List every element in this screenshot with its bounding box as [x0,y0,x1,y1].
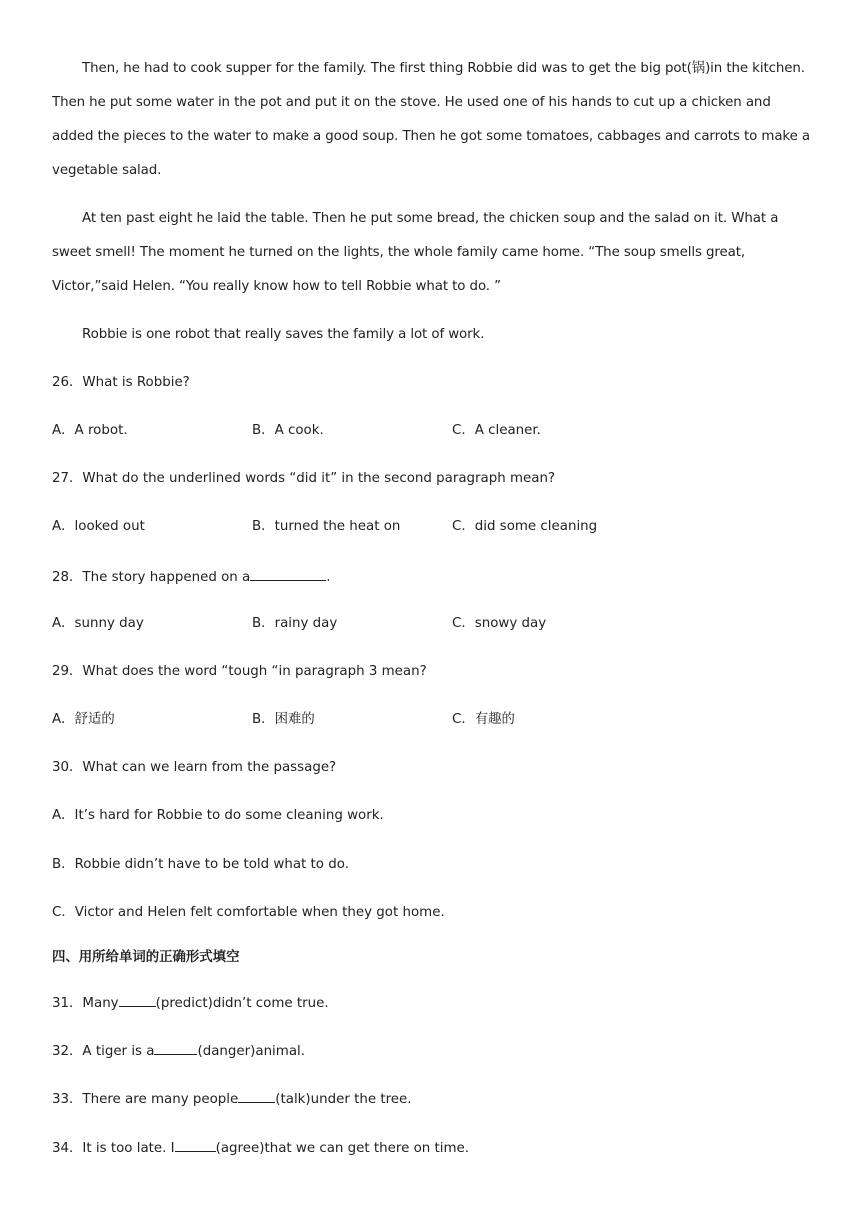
passage-paragraph-3: Robbie is one robot that really saves the family a lot of work. [82,327,485,342]
question-31-after: (predict)didn’t come true. [155,996,329,1011]
question-30-option-c: C．Victor and Helen felt comfortable when they got home. [52,905,445,920]
question-32-before: 32．A tiger is a [52,1044,155,1059]
question-26-option-a: A．A robot. [52,423,128,438]
question-33-before: 33．There are many people [52,1092,239,1107]
question-30-option-a: A．It’s hard for Robbie to do some cleaning work. [52,808,384,823]
question-28-option-c: C．snowy day [452,616,547,631]
passage-paragraph-1: Then, he had to cook supper for the family. The first thing Robbie did was to get the big pot(锅)in the kitchen. Then he put some water in the pot and put it on the stove. He used one of his hands to cut up a chicken and added the pieces to the water to make a good soup. Then he got some tomatoes, cabbages and carrots to make a vegetable salad. [52,61,811,178]
answer-blank [250,566,326,581]
question-27-option-b: B．turned the heat on [252,519,401,534]
question-31-before: 31．Many [52,996,119,1011]
question-34-before: 34．It is too late. I [52,1141,175,1156]
question-26-stem: 26．What is Robbie? [52,375,190,390]
answer-blank [119,992,156,1007]
question-28-stem-before: 28．The story happened on a [52,570,251,585]
question-26-option-c: C．A cleaner. [452,423,541,438]
question-29-option-a: A．舒适的 [52,712,115,727]
question-34-after: (agree)that we can get there on time. [215,1141,470,1156]
answer-blank [238,1088,275,1103]
question-27-stem: 27．What do the underlined words “did it” in the second paragraph mean? [52,471,556,486]
question-31 [52,992,329,1014]
question-33 [52,1088,412,1110]
question-32 [52,1040,305,1062]
answer-blank [154,1040,197,1055]
question-28-stem-after: . [326,570,331,585]
passage-paragraph-2: At ten past eight he laid the table. Then he put some bread, the chicken soup and the salad on it. What a sweet smell! The moment he turned on the lights, the whole family came home. “The soup smells great, Victor,”said Helen. “You really know how to tell Robbie what to do. ” [52,211,779,294]
question-30-option-b: B．Robbie didn’t have to be told what to do. [52,857,349,872]
answer-blank [175,1137,216,1152]
question-32-after: (danger)animal. [197,1044,306,1059]
question-29-option-b: B．困难的 [252,712,315,727]
question-26-option-b: B．A cook. [252,423,324,438]
question-28-stem [52,566,331,588]
question-28-option-a: A．sunny day [52,616,144,631]
section-4-heading: 四、用所给单词的正确形式填空 [52,950,240,965]
question-29-stem: 29．What does the word “tough “in paragraph 3 mean? [52,664,427,679]
question-30-stem: 30．What can we learn from the passage? [52,760,337,775]
question-28-option-b: B．rainy day [252,616,338,631]
question-27-option-c: C．did some cleaning [452,519,598,534]
question-29-option-c: C．有趣的 [452,712,515,727]
question-27-option-a: A．looked out [52,519,145,534]
question-33-after: (talk)under the tree. [275,1092,412,1107]
question-34 [52,1137,469,1159]
